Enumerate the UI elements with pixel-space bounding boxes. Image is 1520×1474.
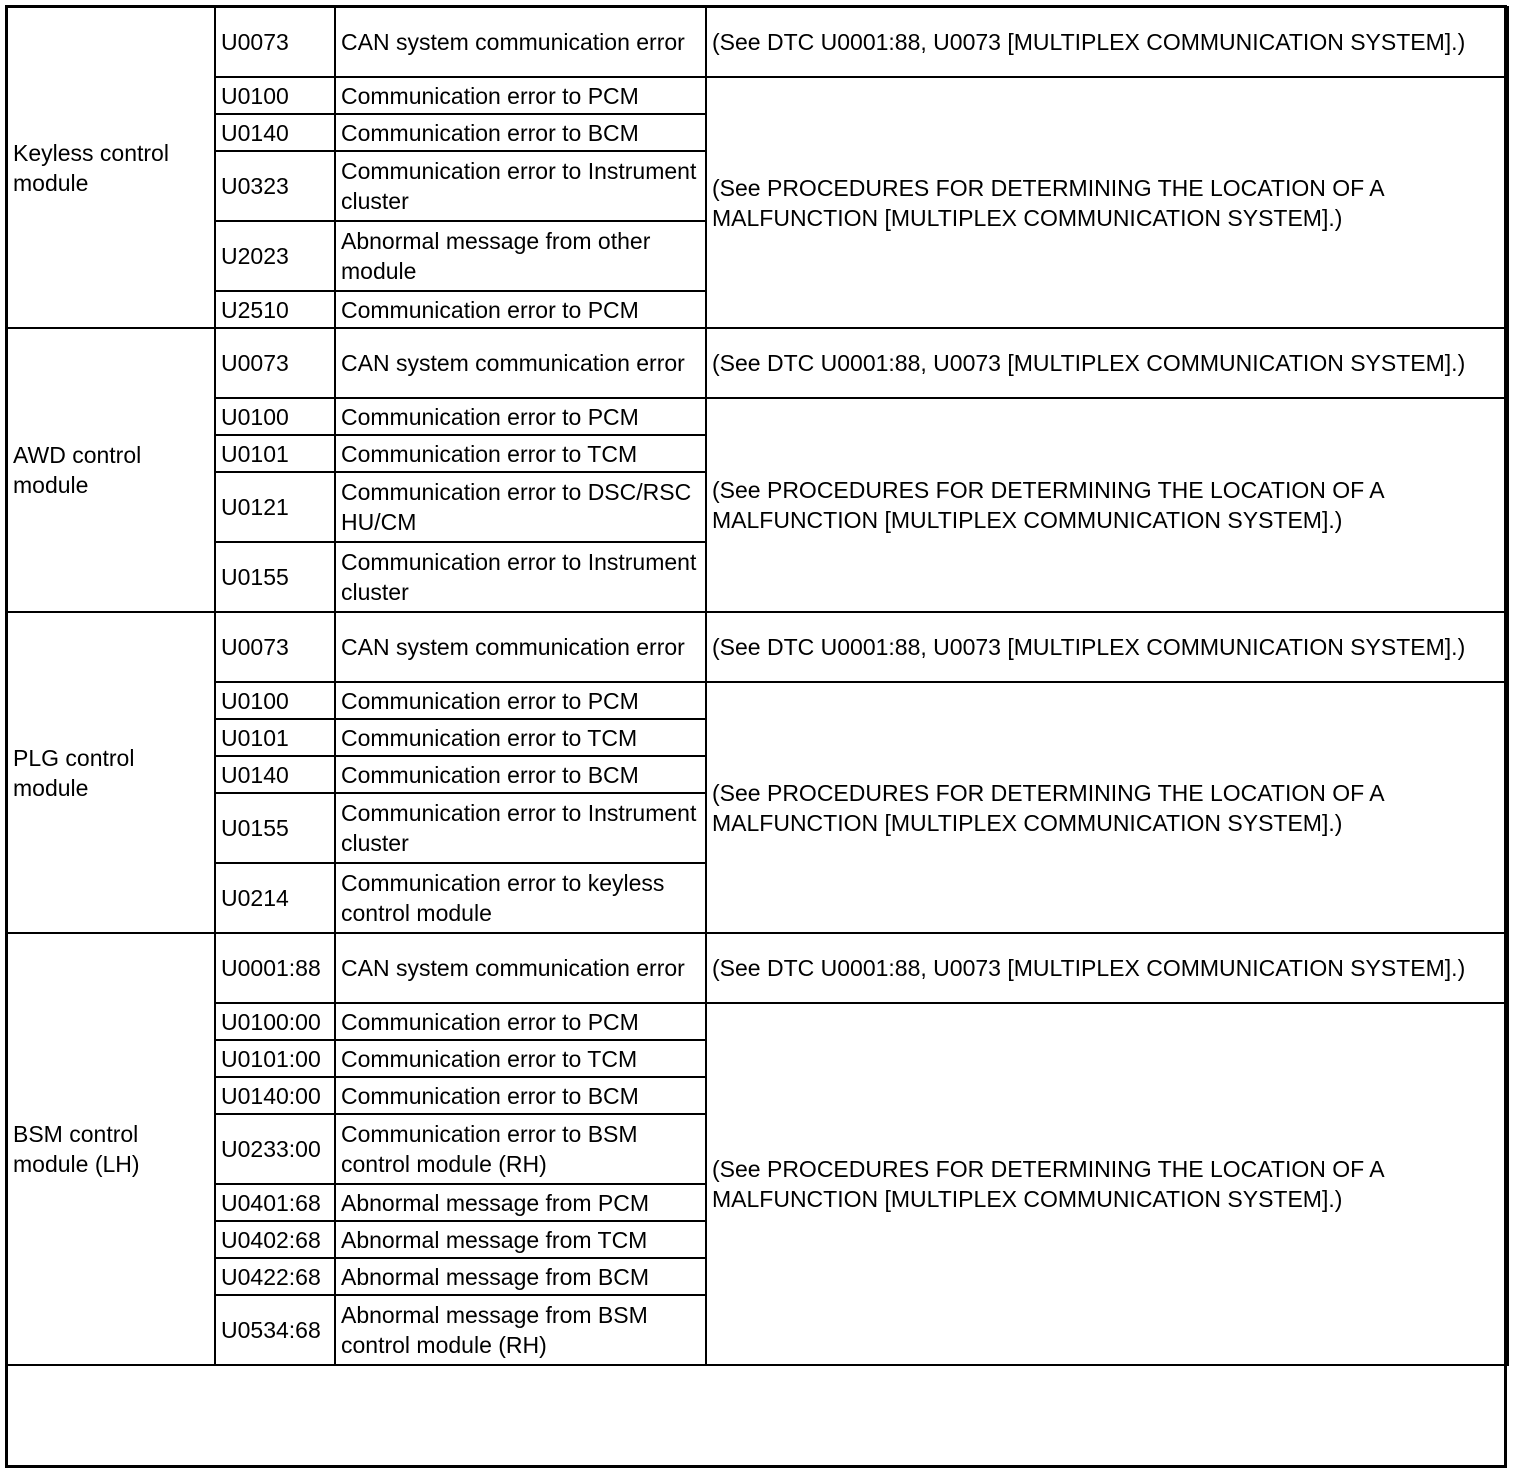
dtc-description-cell: Communication error to Instrument cluster [335,151,706,221]
dtc-description-cell: Communication error to PCM [335,77,706,114]
dtc-code-cell: U0140 [215,756,335,793]
dtc-code-cell: U2510 [215,291,335,328]
dtc-code-cell: U2023 [215,221,335,291]
dtc-description-cell: Communication error to PCM [335,398,706,435]
dtc-description-cell: Communication error to keyless control module [335,863,706,933]
dtc-code-cell: U0422:68 [215,1258,335,1295]
dtc-code-cell: U0534:68 [215,1295,335,1365]
dtc-description-cell: CAN system communication error [335,612,706,682]
dtc-description-cell: Communication error to TCM [335,719,706,756]
dtc-description-cell: CAN system communication error [335,328,706,398]
dtc-code-cell: U0140:00 [215,1077,335,1114]
table-row [7,77,1508,114]
dtc-code-cell: U0101:00 [215,1040,335,1077]
dtc-code-cell: U0100 [215,77,335,114]
module-name-cell: BSM control module (LH) [7,933,215,1365]
module-name-cell: AWD control module [7,328,215,612]
reference-cell: (See PROCEDURES FOR DETERMINING THE LOCATION OF A MALFUNCTION [MULTIPLEX COMMUNICATION SYSTEM].) [706,682,1508,933]
dtc-code-cell: U0155 [215,793,335,863]
dtc-code-cell: U0402:68 [215,1221,335,1258]
table-row [7,682,1508,719]
dtc-code-cell: U0323 [215,151,335,221]
reference-cell: (See PROCEDURES FOR DETERMINING THE LOCATION OF A MALFUNCTION [MULTIPLEX COMMUNICATION SYSTEM].) [706,1003,1508,1365]
dtc-description-cell: Abnormal message from TCM [335,1221,706,1258]
reference-cell: (See DTC U0001:88, U0073 [MULTIPLEX COMMUNICATION SYSTEM].) [706,612,1508,682]
reference-cell: (See DTC U0001:88, U0073 [MULTIPLEX COMMUNICATION SYSTEM].) [706,933,1508,1003]
reference-cell: (See DTC U0001:88, U0073 [MULTIPLEX COMMUNICATION SYSTEM].) [706,328,1508,398]
module-name-cell: PLG control module [7,612,215,933]
table-row [7,398,1508,435]
dtc-code-cell: U0073 [215,7,335,77]
reference-cell: (See PROCEDURES FOR DETERMINING THE LOCATION OF A MALFUNCTION [MULTIPLEX COMMUNICATION SYSTEM].) [706,77,1508,328]
dtc-description-cell: Communication error to PCM [335,1003,706,1040]
dtc-code-cell: U0140 [215,114,335,151]
dtc-description-cell: Communication error to BCM [335,114,706,151]
dtc-code-cell: U0121 [215,472,335,542]
dtc-table [6,6,1509,1366]
dtc-description-cell: Communication error to Instrument cluster [335,542,706,612]
dtc-description-cell: Abnormal message from PCM [335,1184,706,1221]
table-row [7,933,1508,1003]
dtc-code-cell: U0101 [215,719,335,756]
dtc-description-cell: Communication error to BSM control module (RH) [335,1114,706,1184]
table-row [7,7,1508,77]
reference-cell: (See PROCEDURES FOR DETERMINING THE LOCATION OF A MALFUNCTION [MULTIPLEX COMMUNICATION SYSTEM].) [706,398,1508,612]
dtc-description-cell: Communication error to DSC/RSC HU/CM [335,472,706,542]
dtc-code-cell: U0100 [215,398,335,435]
dtc-description-cell: Communication error to PCM [335,682,706,719]
dtc-code-cell: U0073 [215,328,335,398]
dtc-description-cell: Communication error to BCM [335,1077,706,1114]
dtc-description-cell: CAN system communication error [335,7,706,77]
dtc-description-cell: Communication error to TCM [335,435,706,472]
dtc-code-cell: U0214 [215,863,335,933]
table-row [7,612,1508,682]
dtc-description-cell: Communication error to PCM [335,291,706,328]
dtc-code-cell: U0155 [215,542,335,612]
dtc-description-cell: Communication error to TCM [335,1040,706,1077]
dtc-code-cell: U0100 [215,682,335,719]
dtc-description-cell: Communication error to BCM [335,756,706,793]
dtc-code-cell: U0100:00 [215,1003,335,1040]
dtc-description-cell: Communication error to Instrument cluster [335,793,706,863]
dtc-description-cell: Abnormal message from BSM control module (RH) [335,1295,706,1365]
dtc-description-cell: Abnormal message from BCM [335,1258,706,1295]
dtc-code-cell: U0073 [215,612,335,682]
dtc-code-cell: U0001:88 [215,933,335,1003]
dtc-description-cell: Abnormal message from other module [335,221,706,291]
module-name-cell: Keyless control module [7,7,215,328]
dtc-code-cell: U0233:00 [215,1114,335,1184]
dtc-description-cell: CAN system communication error [335,933,706,1003]
table-row [7,328,1508,398]
table-row [7,1003,1508,1040]
dtc-code-cell: U0101 [215,435,335,472]
dtc-code-cell: U0401:68 [215,1184,335,1221]
reference-cell: (See DTC U0001:88, U0073 [MULTIPLEX COMMUNICATION SYSTEM].) [706,7,1508,77]
